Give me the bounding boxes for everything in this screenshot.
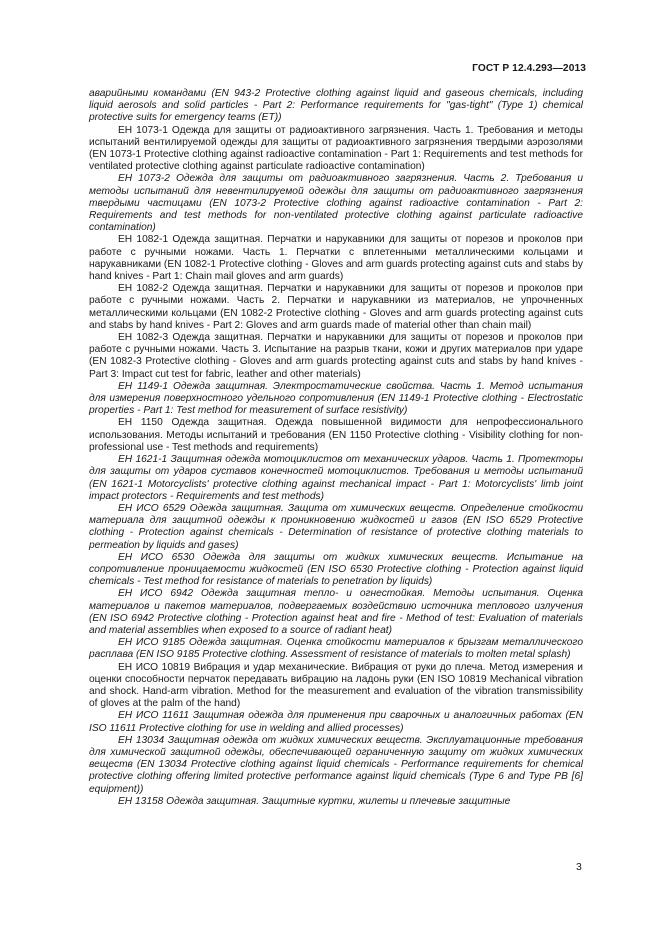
paragraph: ЕН 13158 Одежда защитная. Защитные куртки, жилеты и плечевые защитные [118, 795, 511, 807]
paragraph: ЕН ИСО 9185 Одежда защитная. Оценка стойкости материалов к брызгам металлического расплава (EN ISO 9185 Protective clothing. Assessment of resistance of materials to molten metal splash) [89, 637, 583, 661]
paragraph: ЕН 1149-1 Одежда защитная. Электростатические свойства. Часть 1. Метод испытания для измерения поверхностного удельного сопротивления (EN 1149-1 Protective clothing - Electrostatic properties - Part 1: Test method for measurement of surface resistivity) [89, 380, 583, 417]
paragraph: ЕН 1621-1 Защитная одежда мотоциклистов от механических ударов. Часть 1. Протекторы для защиты от ударов суставов конечностей мотоциклистов. Требования и методы испытаний (EN 1621-1 Motorcyclists' protective clothing against mechanical impact - Part 1: Motorcyclists' limb joint impact protectors - Requirements and test methods) [89, 454, 583, 502]
page-number: 3 [576, 861, 582, 873]
paragraph: ЕН ИСО 10819 Вибрация и удар механические. Вибрация от руки до плеча. Метод измерения и оценки способности перчаток передавать вибрацию на ладонь руки (EN ISO 10819 Mechanical vibration and shock. Hand-arm vibration. Method for the measurement and evaluation of the vibration transmissibility of gloves at the palm of the hand) [89, 661, 583, 710]
paragraph: ЕН 1073-1 Одежда для защиты от радиоактивного загрязнения. Часть 1. Требования и методы испытаний вентилируемой одежды для защиты от радиоактивного загрязнения твердыми аэрозолями (EN 1073-1 Protective clothing against radioactive contamination - Part 1: Requirements and test methods for ventilated protective clothing against particulate radioactive contamination) [89, 124, 583, 173]
paragraph: ЕН 1082-1 Одежда защитная. Перчатки и нарукавники для защиты от порезов и проколов при работе с ручными ножами. Часть 1. Перчатки с вплетенными металлическими кольцами и нарукавниками (EN 1082-1 Protective clothing - Gloves and arm guards protecting against cuts and stabs by hand knives - Part 1: Chain mail gloves and arm guards) [89, 234, 583, 283]
paragraph: ЕН 1082-2 Одежда защитная. Перчатки и нарукавники для защиты от порезов и проколов при работе с ручными ножами. Часть 2. Перчатки и нарукавники из материалов, не упрочненных металлическими кольцами (EN 1082-2 Protective clothing - Gloves and arm guards protecting against cuts and stabs by hand knives - Part 2: Gloves and arm guards made of material other than chain mail) [89, 283, 583, 331]
document-body [89, 88, 583, 808]
paragraph: ЕН 1150 Одежда защитная. Одежда повышенной видимости для непрофессионального использования. Методы испытаний и требования (EN 1150 Protective clothing - Visibility clothing for non-professional use - Test methods and requirements) [89, 417, 583, 453]
document-header: ГОСТ Р 12.4.293—2013 [472, 63, 586, 74]
paragraph: ЕН 13034 Защитная одежда от жидких химических веществ. Эксплуатационные требования для химической защитной одежды, обеспечивающей ограниченную защиту от жидких химических веществ (EN 13034 Protective clothing against liquid chemicals - Performance requirements for chemical protective clothing offering limited protective performance against liquid chemicals (Type 6 and Type PB [6] equipment)) [89, 734, 583, 795]
paragraph: ЕН 1073-2 Одежда для защиты от радиоактивного загрязнения. Часть 2. Требования и методы испытаний для невентилируемой одежды для защиты от радиоактивного загрязнения твердыми частицами (EN 1073-2 Protective clothing against radioactive contamination - Part 2: Requirements and test methods for non-ventilated protective clothing against particulate radioactive contamination) [89, 173, 583, 234]
paragraph: ЕН ИСО 6529 Одежда защитная. Защита от химических веществ. Определение стойкости материала для защитной одежды к проникновению жидкостей и газов (EN ISO 6529 Protective clothing - Protection against chemicals - Determination of resistance of protective clothing materials to permeation by liquids and gases) [89, 502, 583, 551]
paragraph: аварийными командами (EN 943-2 Protective clothing against liquid and gaseous chemicals, including liquid aerosols and solid particles - Part 2: Performance requirements for "gas-tight" (Type 1) chemical protective suits for emergency teams (ET)) [89, 88, 583, 124]
paragraph: ЕН 1082-3 Одежда защитная. Перчатки и нарукавники для защиты от порезов и проколов при работе с ручными ножами. Часть 3. Испытание на разрыв ткани, кожи и других материалов при ударе (EN 1082-3 Protective clothing - Gloves and arm guards protecting against cuts and stabs by hand knives - Part 3: Impact cut test for fabric, leather and other materials) [89, 332, 583, 380]
paragraph: ЕН ИСО 6530 Одежда для защиты от жидких химических веществ. Испытание на сопротивление проницаемости жидкостей (EN ISO 6530 Protective clothing - Protection against liquid chemicals - Test method for resistance of materials to penetration by liquids) [89, 551, 583, 588]
paragraph: ЕН ИСО 11611 Защитная одежда для применения при сварочных и аналогичных работах (EN ISO 11611 Protective clothing for use in welding and allied processes) [89, 710, 583, 734]
paragraph: ЕН ИСО 6942 Одежда защитная тепло- и огнестойкая. Методы испытания. Оценка материалов и пакетов материалов, подвергаемых воздействию источника теплового излучения (EN ISO 6942 Protective clothing - Protection against heat and fire - Method of test: Evaluation of materials and material assemblies when exposed to a source of radiant heat) [89, 588, 583, 636]
